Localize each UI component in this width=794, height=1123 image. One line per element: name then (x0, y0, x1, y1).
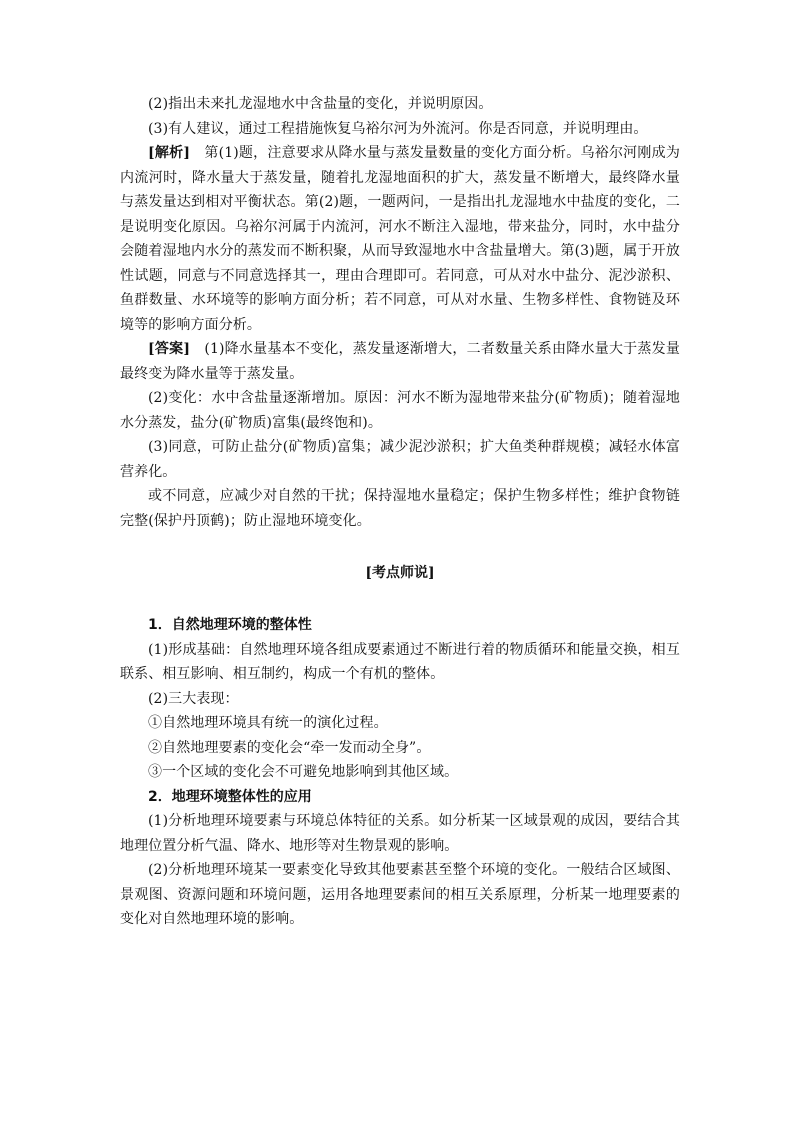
point-2-heading: 2．地理环境整体性的应用 (148, 788, 312, 805)
answer-2: (2)变化：水中含盐量逐渐增加。原因：河水不断为湿地带来盐分(矿物质)；随着湿地水分蒸发，盐分(矿物质)富集(最终饱和)。 (120, 390, 680, 431)
point-1-formation: (1)形成基础：自然地理环境各组成要素通过不断进行着的物质循环和能量交换，相互联系、相互影响、相互制约，构成一个有机的整体。 (120, 641, 680, 682)
question-2: (2)指出未来扎龙湿地水中含盐量的变化，并说明原因。 (148, 96, 493, 112)
point-2-application-1: (1)分析地理环境要素与环境总体特征的关系。如分析某一区域景观的成因，要结合其地理位置分析气温、降水、地形等对生物景观的影响。 (120, 813, 680, 854)
point-1-item-2: ②自然地理要素的变化会“牵一发而动全身”。 (148, 739, 431, 756)
point-1-item-1: ①自然地理环境具有统一的演化过程。 (148, 715, 388, 731)
point-2-application-2: (2)分析地理环境某一要素变化导致其他要素甚至整个环境的变化。一般结合区域图、景观图、资源问题和环境问题，运用各地理要素间的相互关系原理，分析某一地理要素的变化对自然地理环境的影响。 (120, 862, 680, 927)
answer-3: (3)同意，可防止盐分(矿物质)富集；减少泥沙淤积；扩大鱼类种群规模；减轻水体富营养化。 (120, 439, 680, 480)
question-3: (3)有人建议，通过工程措施恢复乌裕尔河为外流河。你是否同意，并说明理由。 (148, 120, 648, 137)
analysis-text: 第(1)题，注意要求从降水量与蒸发量数量的变化方面分析。乌裕尔河刚成为内流河时，降水量大于蒸发量，随着扎龙湿地面积的扩大，蒸发量不断增大，最终降水量与蒸发量达到相对平衡状态。第(2)题，一题两问，一是指出扎龙湿地水中盐度的变化，二是说明变化原因。乌裕尔河属于内流河，河水不断注入湿地，带来盐分，同时，水中盐分会随着湿地内水分的蒸发而不断积聚，从而导致湿地水中含盐量增大。第(3)题，属于开放性试题，同意与不同意选择其一，理由合理即可。若同意，可从对水中盐分、泥沙淤积、鱼群数量、水环境等的影响方面分析；若不同意，可从对水量、生物多样性、食物链及环境等的影响方面分析。 (120, 145, 680, 333)
answer-tag: [答案] (148, 341, 191, 357)
point-1-item-3: ③一个区域的变化会不可避免地影响到其他区域。 (148, 764, 459, 780)
point-1-heading: 1．自然地理环境的整体性 (148, 617, 312, 633)
page-content (120, 92, 680, 932)
section-title: [考点师说] (365, 565, 435, 581)
point-1-three-label: (2)三大表现： (148, 690, 239, 707)
answer-3-alternative: 或不同意，应减少对自然的干扰；保持湿地水量稳定；保护生物多样性；维护食物链完整(保护丹顶鹤)；防止湿地环境变化。 (120, 488, 680, 529)
answer-1-text: (1)降水量基本不变化，蒸发量逐渐增大，二者数量关系由降水量大于蒸发量最终变为降水量等于蒸发量。 (120, 341, 680, 382)
analysis-paragraph (120, 141, 680, 337)
answer-1-paragraph (120, 337, 680, 386)
analysis-tag: [解析] (148, 145, 191, 161)
